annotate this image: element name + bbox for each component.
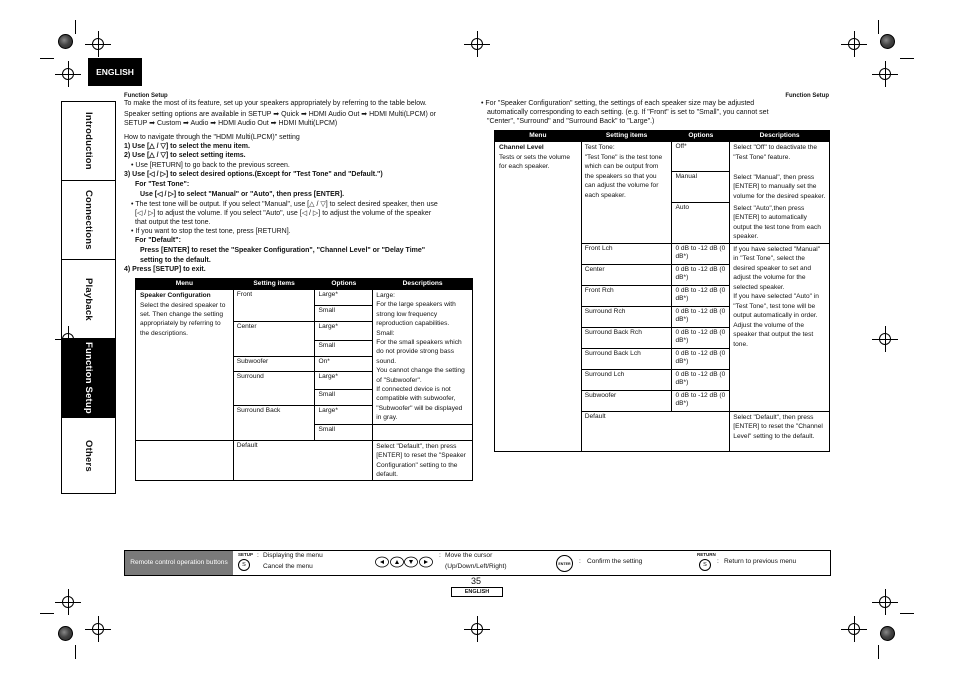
setting-item-cell: Front Lch xyxy=(581,243,672,264)
registration-mark xyxy=(876,65,894,83)
separator: : xyxy=(717,558,719,565)
registration-mark xyxy=(89,620,107,638)
table-header-row xyxy=(136,279,473,290)
crop-line xyxy=(75,20,76,34)
registration-mark xyxy=(845,620,863,638)
side-nav xyxy=(61,101,116,494)
column-header: Menu xyxy=(136,279,234,290)
step-3: 3) Use [◁ / ▷] to select desired options.(Except for "Test Tone" and "Default.") xyxy=(124,171,383,178)
setting-item-cell: Front Rch xyxy=(581,285,672,306)
table-row xyxy=(136,440,473,481)
color-bar-dot xyxy=(880,626,895,641)
cursor-desc-2: (Up/Down/Left/Right) xyxy=(445,563,507,570)
enter-desc: Confirm the setting xyxy=(587,558,643,565)
option-cell: 0 dB to -12 dB (0 dB*) xyxy=(672,327,730,348)
side-nav-item-others[interactable]: Others xyxy=(83,439,94,472)
side-nav-item-playback[interactable]: Playback xyxy=(62,260,115,339)
description-cell: Large: For the large speakers with strong low frequency reproduction capabilities. Small: For the small speakers which do not provide strong bass sound. You cannot change the setting of "Subwoofer". If connected device is not compatible with subwoofer, "Subwoofer" will be displayed in gray. xyxy=(373,290,473,425)
option-cell: Small xyxy=(315,340,373,356)
channel-level-table xyxy=(494,130,830,452)
cursor-buttons-icon xyxy=(375,556,433,568)
setting-item-cell: Test Tone: "Test Tone" is the test tone which can be output from the speakers so that you can adjust the volume for each speaker. xyxy=(581,142,672,244)
registration-mark xyxy=(468,620,486,638)
description-cell: If you have selected "Manual" in "Test Tone", select the desired speaker to set and adjust the volume for the selected speaker. If you have selected "Auto" in "Test Tone", test tone will be output automatically in order. Adjust the volume of the speaker that output the test tone. xyxy=(730,243,830,411)
menu-cell xyxy=(136,290,234,441)
option-cell: Large* xyxy=(315,290,373,306)
setting-item-cell: Surround Back Rch xyxy=(581,327,672,348)
color-bar-dot xyxy=(58,34,73,49)
return-button-icon: S xyxy=(699,559,711,571)
crop-line xyxy=(75,645,76,659)
right-note-3: "Center", "Surround" and "Surround Back" to "Large".) xyxy=(487,118,655,125)
section-header-right: Function Setup xyxy=(785,93,829,99)
column-header: Setting items xyxy=(581,131,672,142)
registration-mark xyxy=(59,593,77,611)
setup-button-icon: S xyxy=(238,559,250,571)
setting-item-cell: Center xyxy=(581,264,672,285)
return-button-label: RETURN xyxy=(697,552,716,557)
setting-item-cell: Center xyxy=(233,322,315,357)
setting-item-cell: Default xyxy=(233,440,373,481)
howto-heading: How to navigate through the "HDMI Multi(LPCM)" setting xyxy=(124,134,300,141)
step-1: 1) Use [△ / ▽] to select the menu item. xyxy=(124,143,250,150)
setting-item-cell: Front xyxy=(233,290,315,322)
language-tab[interactable]: ENGLISH xyxy=(88,58,142,86)
remote-control-label: Remote control operation buttons xyxy=(125,551,233,575)
registration-mark xyxy=(876,330,894,348)
setup-button-label: SETUP xyxy=(238,552,254,557)
setting-item-cell: Surround Back Lch xyxy=(581,348,672,369)
column-header: Options xyxy=(672,131,730,142)
column-header: Descriptions xyxy=(730,131,830,142)
intro-path-2: SETUP ➡ Custom ➡ Audio ➡ HDMI Audio Out ➡ HDMI Multi(LPCM) xyxy=(124,120,338,127)
right-note-2: automatically corresponding to each setting. (e.g. If "Front" is set to "Small", you cannot set xyxy=(487,109,769,116)
registration-mark xyxy=(876,593,894,611)
description-cell: Select "Off" to deactivate the "Test Tone" feature. xyxy=(730,142,830,172)
test-tone-note-4: • If you want to stop the test tone, press [RETURN]. xyxy=(131,228,291,235)
crop-line xyxy=(40,613,54,614)
menu-title: Speaker Configuration xyxy=(140,292,211,299)
setup-desc-2: Cancel the menu xyxy=(263,563,313,570)
table-row xyxy=(495,142,830,172)
option-cell: 0 dB to -12 dB (0 dB*) xyxy=(672,264,730,285)
default-line-2: setting to the default. xyxy=(140,257,211,264)
option-cell: Small xyxy=(315,390,373,406)
menu-title: Channel Level xyxy=(499,144,544,151)
setting-item-cell: Default xyxy=(581,411,730,451)
side-nav-item-function-setup[interactable]: Function Setup xyxy=(62,339,115,418)
default-line-1: Press [ENTER] to reset the "Speaker Configuration", "Channel Level" or "Delay Time" xyxy=(140,247,426,254)
table-row xyxy=(136,290,473,306)
registration-mark xyxy=(845,35,863,53)
option-cell: Small xyxy=(315,306,373,322)
color-bar-dot xyxy=(880,34,895,49)
crop-line xyxy=(878,20,879,34)
separator: : xyxy=(439,552,441,559)
option-cell: 0 dB to -12 dB (0 dB*) xyxy=(672,390,730,411)
crop-line xyxy=(878,645,879,659)
remote-control-legend xyxy=(124,550,831,576)
column-header: Options xyxy=(315,279,373,290)
crop-line xyxy=(900,613,914,614)
speaker-configuration-table xyxy=(135,278,473,481)
side-nav-item-connections[interactable]: Connections xyxy=(62,181,115,260)
enter-button-icon: ENTER xyxy=(556,555,573,572)
menu-cell xyxy=(495,142,582,452)
page-number: 35 xyxy=(471,576,482,586)
color-bar-dot xyxy=(58,626,73,641)
intro-path-1: Speaker setting options are available in SETUP ➡ Quick ➡ HDMI Audio Out ➡ HDMI Multi(LPCM) or xyxy=(124,111,436,118)
option-cell: 0 dB to -12 dB (0 dB*) xyxy=(672,285,730,306)
option-cell: Large* xyxy=(315,322,373,341)
registration-mark xyxy=(59,65,77,83)
right-note-1: • For "Speaker Configuration" setting, the settings of each speaker size may be adjusted xyxy=(481,100,755,107)
option-cell: 0 dB to -12 dB (0 dB*) xyxy=(672,306,730,327)
setting-item-cell: Surround Back xyxy=(233,406,315,441)
menu-cell-continued xyxy=(136,440,234,481)
registration-mark xyxy=(89,35,107,53)
section-header-left: Function Setup xyxy=(124,93,168,99)
menu-description: Select the desired speaker to set. Then change the setting appropriately by referring to the descriptions. xyxy=(140,301,226,337)
option-cell: 0 dB to -12 dB (0 dB*) xyxy=(672,369,730,390)
setting-item-cell: Surround xyxy=(233,371,315,406)
separator: : xyxy=(579,558,581,565)
table-header-row xyxy=(495,131,830,142)
test-tone-note-1: • The test tone will be output. If you select "Manual", use [△ / ▽] to select desired speaker, then use xyxy=(131,201,438,208)
option-cell: Manual xyxy=(672,172,730,203)
column-header: Menu xyxy=(495,131,582,142)
column-header: Descriptions xyxy=(373,279,473,290)
option-cell: Small xyxy=(315,424,373,440)
test-tone-note-2: [◁ / ▷] to adjust the volume. If you select "Auto", use [◁ / ▷] to adjust the volume of the speaker xyxy=(135,210,432,217)
description-cell: Select "Auto",then press [ENTER] to automatically output the test tone from each speaker. xyxy=(730,203,830,244)
option-cell: 0 dB to -12 dB (0 dB*) xyxy=(672,348,730,369)
description-cell: Select "Default", then press [ENTER] to reset the "Channel Level" setting to the default. xyxy=(730,411,830,451)
test-tone-note-3: that output the test tone. xyxy=(135,219,211,226)
crop-line xyxy=(40,58,54,59)
registration-mark xyxy=(468,35,486,53)
setting-item-cell: Subwoofer xyxy=(581,390,672,411)
setting-item-cell: Surround Rch xyxy=(581,306,672,327)
return-desc: Return to previous menu xyxy=(724,558,797,565)
separator: : xyxy=(257,552,259,559)
step-4: 4) Press [SETUP] to exit. xyxy=(124,266,206,273)
option-cell: Auto xyxy=(672,203,730,244)
option-cell: 0 dB to -12 dB (0 dB*) xyxy=(672,243,730,264)
description-cell: Select "Default", then press [ENTER] to reset the "Speaker Configuration" setting to the default. xyxy=(373,440,473,481)
setting-item-cell: Subwoofer xyxy=(233,356,315,371)
option-cell: Large* xyxy=(315,371,373,390)
crop-line xyxy=(900,58,914,59)
setup-desc-1: Displaying the menu xyxy=(263,552,323,559)
description-cell xyxy=(373,424,473,440)
option-cell: Off* xyxy=(672,142,730,172)
test-tone-instruction: Use [◁ / ▷] to select "Manual" or "Auto", then press [ENTER]. xyxy=(140,191,345,198)
for-default: For "Default": xyxy=(135,237,181,244)
column-header: Setting items xyxy=(233,279,315,290)
description-cell: Select "Manual", then press [ENTER] to manually set the volume for the desired speaker. xyxy=(730,172,830,203)
option-cell: Large* xyxy=(315,406,373,425)
cursor-desc-1: Move the cursor xyxy=(445,552,493,559)
page-language-label: ENGLISH xyxy=(451,587,503,597)
step-2-note: • Use [RETURN] to go back to the previous screen. xyxy=(131,162,290,169)
side-nav-item-introduction[interactable]: Introduction xyxy=(62,102,115,181)
option-cell: On* xyxy=(315,356,373,371)
intro-text: To make the most of its feature, set up your speakers appropriately by referring to the table below. xyxy=(124,100,427,107)
step-2: 2) Use [△ / ▽] to select setting items. xyxy=(124,152,246,159)
for-test-tone: For "Test Tone": xyxy=(135,181,190,188)
setting-item-cell: Surround Lch xyxy=(581,369,672,390)
menu-description: Tests or sets the volume for each speaker. xyxy=(499,153,571,171)
